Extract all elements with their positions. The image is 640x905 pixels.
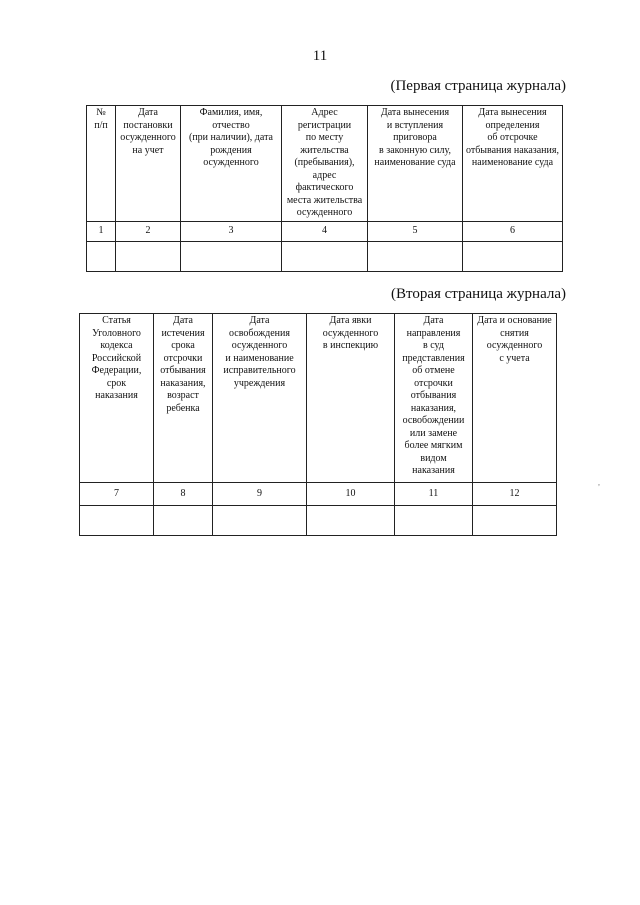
empty-cell: [282, 241, 368, 271]
journal-first-page-table: [86, 105, 563, 272]
empty-cell: [87, 241, 116, 271]
header-cell: Дата постановки осужденного на учет: [116, 106, 181, 222]
header-cell: Фамилия, имя, отчество (при наличии), дата рождения осужденного: [181, 106, 282, 222]
page-number: 11: [312, 48, 328, 64]
empty-cell: [116, 241, 181, 271]
column-number: 4: [282, 221, 368, 241]
empty-entry-row: [80, 506, 557, 536]
first-page-caption: (Первая страница журнала): [390, 78, 566, 94]
empty-cell: [80, 506, 154, 536]
table-header-row: [80, 314, 557, 483]
empty-entry-row: [87, 241, 563, 271]
journal-second-page-table: [79, 313, 557, 536]
header-cell: Дата направления в суд представления об отмене отсрочки отбывания наказания, освобождении или замене более мягким видом наказания: [395, 314, 473, 483]
column-number: 11: [395, 483, 473, 506]
empty-cell: [473, 506, 557, 536]
column-number: 2: [116, 221, 181, 241]
header-cell: Дата явки осужденного в инспекцию: [307, 314, 395, 483]
column-number: 12: [473, 483, 557, 506]
column-number: 9: [213, 483, 307, 506]
column-number: 5: [368, 221, 463, 241]
column-number: 3: [181, 221, 282, 241]
column-number: 7: [80, 483, 154, 506]
column-number: 6: [463, 221, 563, 241]
header-cell: Адрес регистрации по месту жительства (пребывания), адрес фактического места жительства осужденного: [282, 106, 368, 222]
header-cell: № п/п: [87, 106, 116, 222]
header-cell: Дата вынесения определения об отсрочке отбывания наказания, наименование суда: [463, 106, 563, 222]
empty-cell: [181, 241, 282, 271]
empty-cell: [463, 241, 563, 271]
column-number: 10: [307, 483, 395, 506]
column-number-row: [87, 221, 563, 241]
header-cell: Дата и основание снятия осужденного с учета: [473, 314, 557, 483]
scan-speck: ,: [598, 478, 600, 487]
header-cell: Дата истечения срока отсрочки отбывания наказания, возраст ребенка: [154, 314, 213, 483]
empty-cell: [395, 506, 473, 536]
empty-cell: [368, 241, 463, 271]
header-cell: Дата вынесения и вступления приговора в законную силу, наименование суда: [368, 106, 463, 222]
header-cell: Дата освобождения осужденного и наименование исправительного учреждения: [213, 314, 307, 483]
column-number: 1: [87, 221, 116, 241]
table-header-row: [87, 106, 563, 222]
empty-cell: [307, 506, 395, 536]
header-cell: Статья Уголовного кодекса Российской Федерации, срок наказания: [80, 314, 154, 483]
column-number-row: [80, 483, 557, 506]
second-page-caption: (Вторая страница журнала): [390, 286, 566, 302]
column-number: 8: [154, 483, 213, 506]
empty-cell: [154, 506, 213, 536]
empty-cell: [213, 506, 307, 536]
